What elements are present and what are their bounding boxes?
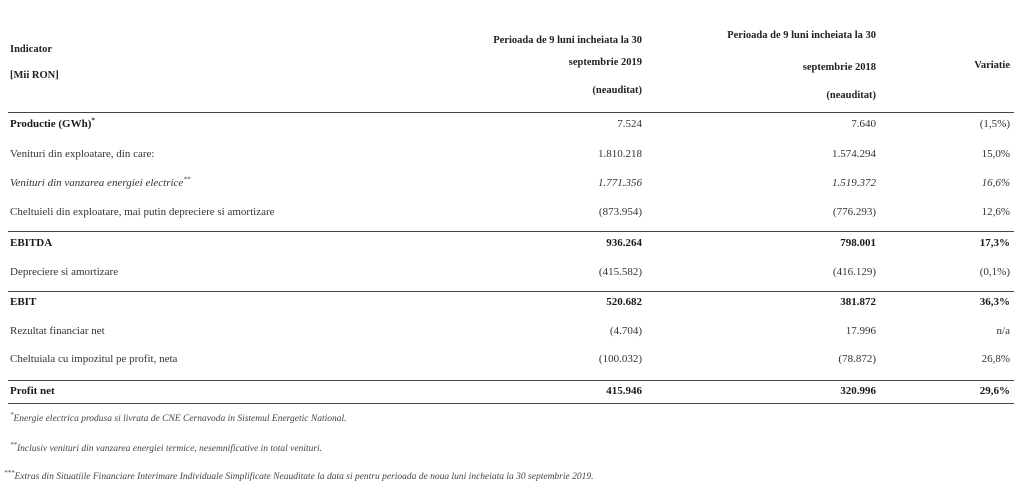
- row-variation: 15,0%: [981, 148, 1010, 160]
- row-label: Cheltuieli din exploatare, mai putin depreciere si amortizare: [10, 206, 275, 218]
- row-label: Cheltuiala cu impozitul pe profit, neta: [10, 353, 178, 365]
- table-bottom-rule: [8, 403, 1014, 404]
- row-rule: [8, 380, 1014, 381]
- row-value-2018: 320.996: [840, 385, 876, 397]
- header-2018-line1: Perioada de 9 luni incheiata la 30: [727, 30, 876, 41]
- header-variation: Variatie: [974, 60, 1010, 71]
- header-2018-line3: (neauditat): [826, 90, 876, 101]
- row-value-2019: 1.810.218: [598, 148, 642, 160]
- row-value-2019: (873.954): [598, 206, 642, 218]
- row-variation: 36,3%: [979, 296, 1010, 308]
- row-value-2018: (416.129): [832, 266, 876, 278]
- header-unit: [Mii RON]: [10, 70, 59, 81]
- row-label: Venituri din exploatare, din care:: [10, 148, 155, 160]
- row-value-2018: (78.872): [838, 353, 876, 365]
- header-2019-line2: septembrie 2019: [568, 57, 642, 68]
- row-value-2018: 17.996: [845, 325, 876, 337]
- row-value-2019: 936.264: [606, 237, 642, 249]
- row-label: Depreciere si amortizare: [10, 266, 119, 278]
- row-variation: n/a: [996, 325, 1010, 337]
- row-variation: (0,1%): [979, 266, 1010, 278]
- row-value-2018: 798.001: [840, 237, 876, 249]
- header-2019-line3: (neauditat): [592, 85, 642, 96]
- header-2018-line2: septembrie 2018: [802, 62, 876, 73]
- row-label: EBIT: [10, 296, 37, 308]
- footnote: ***Extras din Situatiile Financiare Interimare Individuale Simplificate Neauditate la data si pentru perioada de noua luni incheiata la 30 septembrie 2019.: [4, 468, 594, 482]
- header-rule: [8, 112, 1014, 113]
- row-rule: [8, 291, 1014, 292]
- row-value-2018: (776.293): [832, 206, 876, 218]
- row-label: EBITDA: [10, 237, 53, 249]
- row-variation: (1,5%): [979, 118, 1010, 130]
- row-label: Rezultat financiar net: [10, 325, 105, 337]
- row-variation: 26,8%: [981, 353, 1010, 365]
- header-indicator: Indicator: [10, 44, 52, 55]
- row-value-2019: 7.524: [617, 118, 642, 130]
- row-label: Venituri din vanzarea energiei electrice**: [10, 175, 191, 189]
- row-value-2019: 520.682: [606, 296, 642, 308]
- row-value-2018: 1.574.294: [832, 148, 876, 160]
- row-variation: 12,6%: [981, 206, 1010, 218]
- row-value-2019: 1.771.356: [598, 177, 642, 189]
- footnote: *Energie electrica produsa si livrata de CNE Cernavoda in Sistemul Energetic National.: [10, 410, 347, 424]
- row-value-2018: 1.519.372: [832, 177, 876, 189]
- row-value-2019: (100.032): [598, 353, 642, 365]
- row-variation: 17,3%: [979, 237, 1010, 249]
- row-label: Profit net: [10, 385, 55, 397]
- row-value-2019: (415.582): [598, 266, 642, 278]
- row-value-2019: 415.946: [606, 385, 642, 397]
- row-value-2018: 7.640: [851, 118, 876, 130]
- row-variation: 16,6%: [981, 177, 1010, 189]
- row-label: Productie (GWh)*: [10, 116, 95, 130]
- row-rule: [8, 231, 1014, 232]
- row-value-2019: (4.704): [609, 325, 642, 337]
- row-value-2018: 381.872: [840, 296, 876, 308]
- header-2019-line1: Perioada de 9 luni incheiata la 30: [493, 35, 642, 46]
- footnote: **Inclusiv venituri din vanzarea energiei termice, nesemnificative in total venituri.: [10, 440, 323, 454]
- row-variation: 29,6%: [979, 385, 1010, 397]
